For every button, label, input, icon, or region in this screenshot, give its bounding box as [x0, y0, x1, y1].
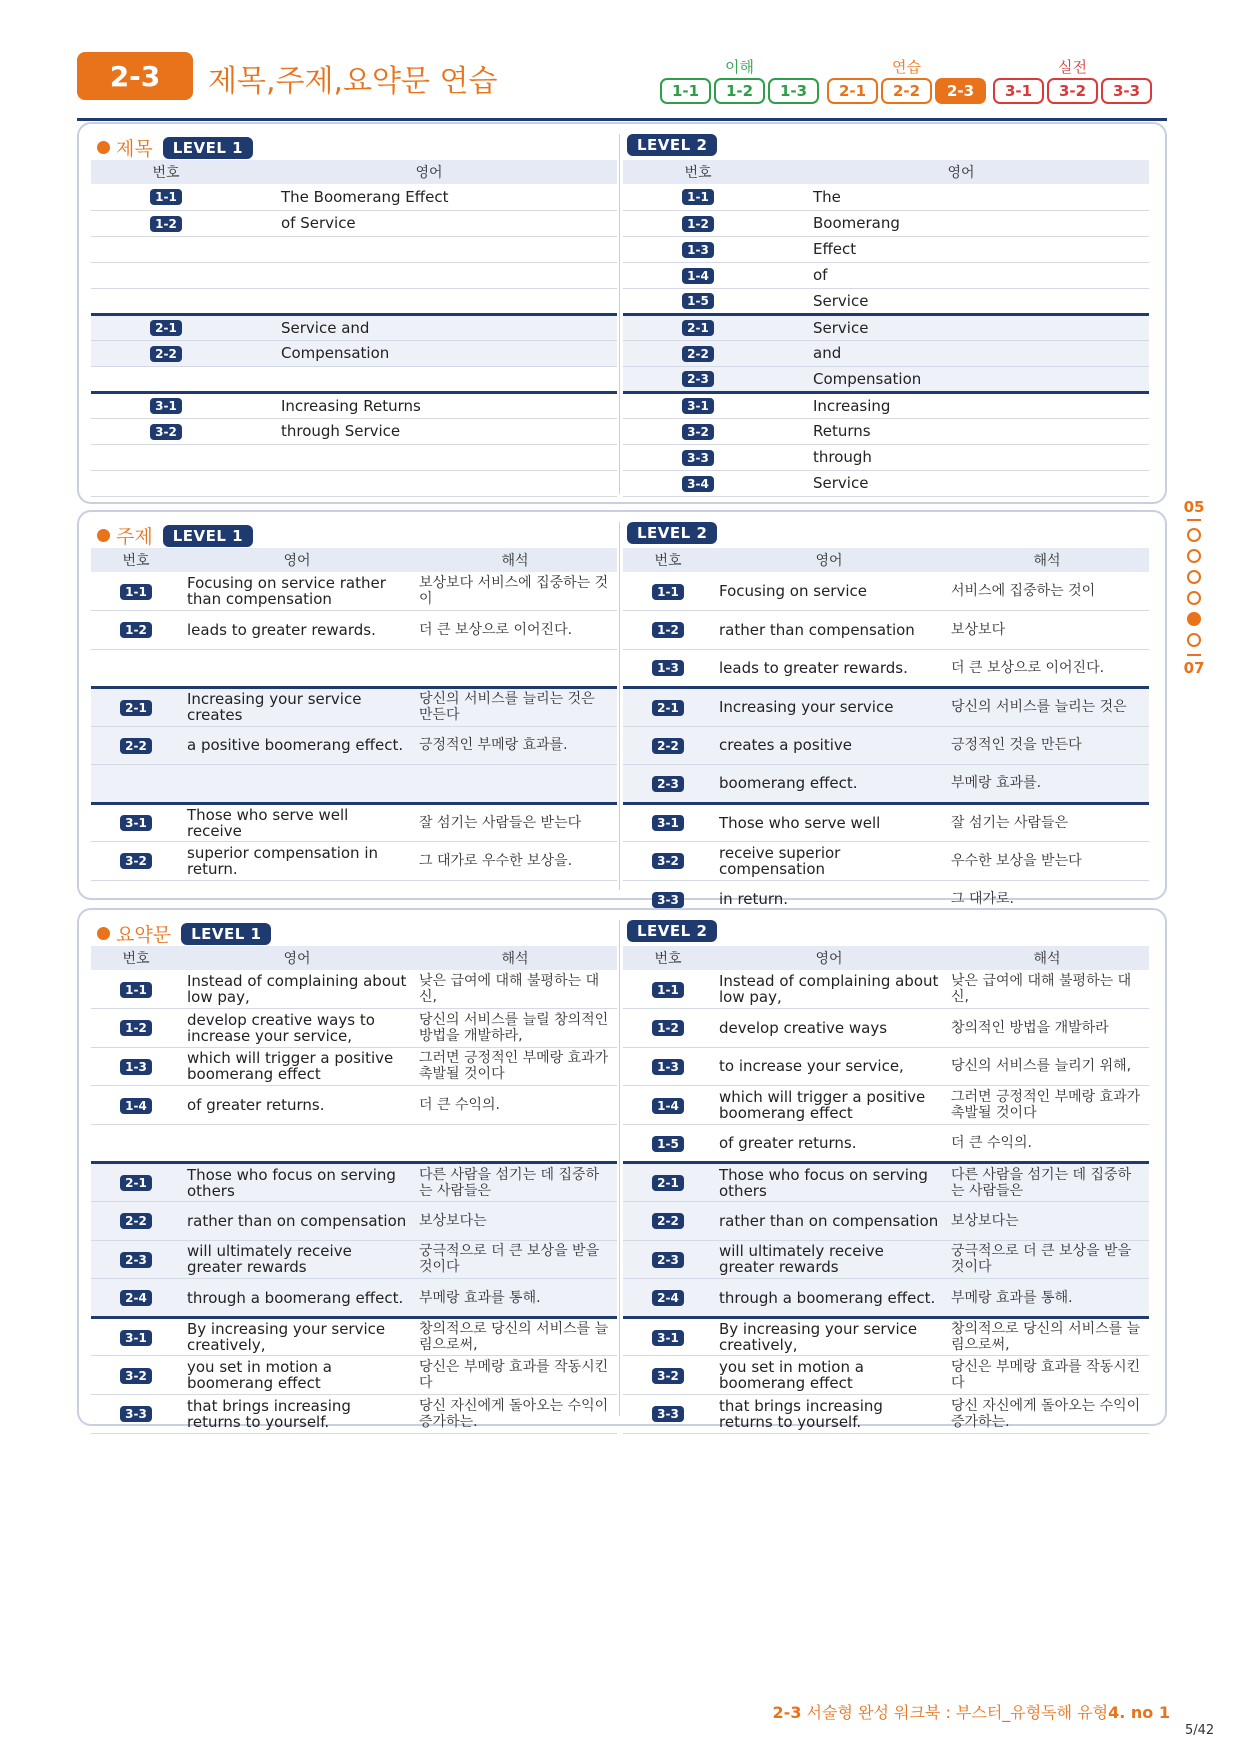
row-english: to increase your service,: [713, 1047, 945, 1086]
row-english: will ultimately receive greater rewards: [181, 1240, 413, 1279]
row-number: 3-1: [120, 1330, 152, 1346]
row-number: 1-1: [652, 584, 684, 600]
table-row: [91, 970, 617, 1009]
nav-button-3-3[interactable]: 3-3: [1101, 78, 1152, 104]
table-row: [91, 726, 617, 765]
row-english: Compensation: [773, 366, 1149, 392]
topic-section: [77, 510, 1167, 909]
row-number: 2-1: [652, 700, 684, 716]
side-nav-top: 05: [1183, 498, 1205, 516]
row-english: a positive boomerang effect.: [181, 726, 413, 765]
table-row: [623, 1279, 1149, 1318]
row-english: of Service: [241, 210, 617, 236]
table-row: [91, 1163, 617, 1202]
row-number: 2-3: [652, 776, 684, 792]
table-row: [623, 288, 1149, 314]
row-number: 3-2: [652, 853, 684, 869]
col-header-ko: 해석: [945, 946, 1149, 970]
table-row: [91, 1240, 617, 1279]
row-korean: [413, 649, 617, 688]
row-number: 1-4: [652, 1098, 684, 1114]
col-header-num: 번호: [91, 946, 181, 970]
row-english: rather than on compensation: [713, 1202, 945, 1241]
table-row: [623, 210, 1149, 236]
bullet-icon: [97, 529, 110, 542]
row-number: 3-3: [120, 1406, 152, 1422]
table-row: [623, 1395, 1149, 1434]
table-row: [623, 611, 1149, 650]
table-row: [623, 1086, 1149, 1125]
table-row: [623, 314, 1149, 340]
row-number: 3-3: [652, 892, 684, 908]
row-korean: 당신의 서비스를 늘리는 것은: [945, 688, 1149, 727]
nav-group-2: [993, 56, 1152, 104]
row-number: 2-4: [652, 1290, 684, 1306]
row-english: in return.: [713, 880, 945, 919]
row-number: 3-2: [120, 1368, 152, 1384]
col-header-ko: 해석: [413, 548, 617, 572]
row-english: [181, 649, 413, 688]
table-row: [91, 444, 617, 470]
level2-badge: LEVEL 2: [627, 134, 717, 156]
summary-section: [77, 908, 1167, 1431]
row-english: through a boomerang effect.: [181, 1279, 413, 1318]
table-row: [623, 688, 1149, 727]
nav-button-1-2[interactable]: 1-2: [714, 78, 765, 104]
table-row: [623, 418, 1149, 444]
row-korean: 잘 섬기는 사람들은: [945, 803, 1149, 842]
row-korean: 긍정적인 것을 만든다: [945, 726, 1149, 765]
row-number: 1-2: [120, 622, 152, 638]
nav-group-label: 이해: [725, 58, 754, 76]
row-korean: 당신의 서비스를 늘릴 창의적인 방법을 개발하라,: [413, 1009, 617, 1048]
row-number: 1-1: [652, 982, 684, 998]
row-number: 2-3: [682, 371, 714, 387]
side-nav-dot[interactable]: [1187, 570, 1201, 584]
row-english: Increasing Returns: [241, 392, 617, 418]
row-korean: 보상보다 서비스에 집중하는 것이: [413, 572, 617, 611]
row-korean: 다른 사람을 섬기는 데 집중하는 사람들은: [413, 1163, 617, 1202]
table-row: [91, 842, 617, 881]
row-number: 3-2: [652, 1368, 684, 1384]
bullet-icon: [97, 141, 110, 154]
row-korean: 보상보다: [945, 611, 1149, 650]
table-l1: [91, 160, 617, 497]
row-english: [241, 236, 617, 262]
table-row: [91, 340, 617, 366]
row-number: 2-2: [120, 738, 152, 754]
col-header-eng: 영어: [773, 160, 1149, 184]
col-header-num: 번호: [91, 160, 241, 184]
table-l2: [623, 946, 1149, 1434]
row-english: of greater returns.: [713, 1124, 945, 1163]
table-row: [623, 803, 1149, 842]
row-number: 1-4: [682, 268, 714, 284]
row-english: [241, 444, 617, 470]
row-english: The Boomerang Effect: [241, 184, 617, 210]
row-english: that brings increasing returns to yourself.: [713, 1395, 945, 1434]
table-row: [91, 1202, 617, 1241]
table-row: [623, 842, 1149, 881]
table-row: [623, 392, 1149, 418]
row-english: Returns: [773, 418, 1149, 444]
table-row: [623, 1047, 1149, 1086]
row-korean: 당신 자신에게 돌아오는 수익이 증가하는.: [945, 1395, 1149, 1434]
row-number: 3-2: [682, 424, 714, 440]
row-english: Focusing on service rather than compensation: [181, 572, 413, 611]
row-english: that brings increasing returns to yourself.: [181, 1395, 413, 1434]
side-nav-dot[interactable]: [1187, 591, 1201, 605]
table-row: [91, 184, 617, 210]
page-header: [77, 52, 1167, 120]
side-nav-bottom: 07: [1183, 659, 1205, 677]
row-korean: 부메랑 효과를 통해.: [945, 1279, 1149, 1318]
row-english: Those who serve well receive: [181, 803, 413, 842]
row-english: superior compensation in return.: [181, 842, 413, 881]
row-number: 1-1: [120, 584, 152, 600]
table-row: [623, 1009, 1149, 1048]
row-english: Service and: [241, 314, 617, 340]
level1-badge: LEVEL 1: [163, 525, 253, 547]
row-english: [241, 288, 617, 314]
row-number: 1-1: [150, 189, 182, 205]
col-header-num: 번호: [623, 160, 773, 184]
table-row: [623, 649, 1149, 688]
nav-button-1-3[interactable]: 1-3: [768, 78, 819, 104]
row-number: 1-1: [682, 189, 714, 205]
row-korean: 보상보다는: [945, 1202, 1149, 1241]
row-korean: 서비스에 집중하는 것이: [945, 572, 1149, 611]
table-row: [623, 236, 1149, 262]
row-english: creates a positive: [713, 726, 945, 765]
col-header-eng: 영어: [181, 548, 413, 572]
row-english: [241, 262, 617, 288]
row-korean: 창의적으로 당신의 서비스를 늘림으로써,: [945, 1317, 1149, 1356]
table-row: [623, 726, 1149, 765]
title-section: [77, 122, 1167, 504]
row-korean: 당신은 부메랑 효과를 작동시킨다: [945, 1356, 1149, 1395]
row-english: rather than on compensation: [181, 1202, 413, 1241]
row-korean: 보상보다는: [413, 1202, 617, 1241]
nav-group-0: [660, 56, 819, 104]
row-number: 3-1: [120, 815, 152, 831]
row-english: through a boomerang effect.: [713, 1279, 945, 1318]
col-header-ko: 해석: [413, 946, 617, 970]
row-number: 3-1: [652, 1330, 684, 1346]
row-number: 3-2: [120, 853, 152, 869]
section-header: [97, 920, 271, 947]
row-number: 2-2: [652, 1213, 684, 1229]
row-english: [241, 366, 617, 392]
row-english: receive superior compensation: [713, 842, 945, 881]
nav-button-3-1[interactable]: 3-1: [993, 78, 1044, 104]
side-nav-dot[interactable]: [1187, 633, 1201, 647]
row-number: 1-1: [120, 982, 152, 998]
section-header: [97, 522, 253, 549]
row-english: Service: [773, 314, 1149, 340]
section-title: 제목: [116, 138, 153, 160]
table-row: [91, 1317, 617, 1356]
row-korean: 당신 자신에게 돌아오는 수익이 증가하는.: [413, 1395, 617, 1434]
row-number: 1-2: [652, 622, 684, 638]
row-english: will ultimately receive greater rewards: [713, 1240, 945, 1279]
row-korean: 더 큰 수익의.: [413, 1086, 617, 1125]
row-korean: 그 대가로 우수한 보상을.: [413, 842, 617, 881]
table-row: [623, 184, 1149, 210]
row-number: 1-2: [652, 1020, 684, 1036]
col-header-eng: 영어: [713, 946, 945, 970]
header-rule: [77, 118, 1167, 121]
row-english: By increasing your service creatively,: [713, 1317, 945, 1356]
side-nav: [1182, 498, 1206, 677]
table-row: [623, 1240, 1149, 1279]
row-number: 1-2: [120, 1020, 152, 1036]
nav-group-label: 실전: [1058, 58, 1087, 76]
row-number: 2-1: [682, 320, 714, 336]
table-row: [91, 366, 617, 392]
section-header-l2: [627, 522, 717, 544]
row-korean: 당신의 서비스를 늘리는 것은 만든다: [413, 688, 617, 727]
row-english: Boomerang: [773, 210, 1149, 236]
footer: 2-3 서술형 완성 워크북 : 부스터_유형독해 유형4. no 1: [772, 1703, 1170, 1722]
row-english: Effect: [773, 236, 1149, 262]
table-row: [91, 470, 617, 496]
row-korean: 낮은 급여에 대해 불평하는 대신,: [945, 970, 1149, 1009]
table-row: [623, 444, 1149, 470]
row-number: 1-3: [652, 660, 684, 676]
col-header-num: 번호: [91, 548, 181, 572]
nav-button-3-2[interactable]: 3-2: [1047, 78, 1098, 104]
table-row: [623, 572, 1149, 611]
row-english: develop creative ways to increase your service,: [181, 1009, 413, 1048]
col-header-num: 번호: [623, 548, 713, 572]
row-english: Instead of complaining about low pay,: [181, 970, 413, 1009]
row-number: 2-3: [652, 1252, 684, 1268]
level2-badge: LEVEL 2: [627, 920, 717, 942]
table-row: [91, 572, 617, 611]
row-english: Increasing your service: [713, 688, 945, 727]
row-english: of greater returns.: [181, 1086, 413, 1125]
nav-button-1-1[interactable]: 1-1: [660, 78, 711, 104]
row-english: Compensation: [241, 340, 617, 366]
table-row: [623, 1124, 1149, 1163]
row-english: leads to greater rewards.: [181, 611, 413, 650]
col-header-eng: 영어: [241, 160, 617, 184]
row-korean: 당신은 부메랑 효과를 작동시킨다: [413, 1356, 617, 1395]
row-english: The: [773, 184, 1149, 210]
row-korean: 그 대가로.: [945, 880, 1149, 919]
row-english: of: [773, 262, 1149, 288]
row-english: you set in motion a boomerang effect: [181, 1356, 413, 1395]
row-english: develop creative ways: [713, 1009, 945, 1048]
row-korean: 더 큰 수익의.: [945, 1124, 1149, 1163]
table-l2: [623, 160, 1149, 497]
table-row: [623, 1163, 1149, 1202]
table-row: [91, 210, 617, 236]
row-english: Service: [773, 470, 1149, 496]
row-number: 2-2: [652, 738, 684, 754]
nav-group-label: 연습: [892, 58, 921, 76]
row-number: 1-5: [682, 293, 714, 309]
row-korean: 궁극적으로 더 큰 보상을 받을 것이다: [413, 1240, 617, 1279]
row-number: 1-5: [652, 1136, 684, 1152]
page-number: 5/42: [1185, 1723, 1215, 1738]
row-korean: 긍정적인 부메랑 효과를.: [413, 726, 617, 765]
row-number: 2-2: [682, 346, 714, 362]
section-header: [97, 134, 253, 161]
table-row: [91, 765, 617, 804]
nav-button-2-2[interactable]: 2-2: [881, 78, 932, 104]
row-english: [181, 765, 413, 804]
row-english: leads to greater rewards.: [713, 649, 945, 688]
row-english: and: [773, 340, 1149, 366]
row-korean: 창의적인 방법을 개발하라: [945, 1009, 1149, 1048]
table-row: [623, 470, 1149, 496]
nav-button-2-1[interactable]: 2-1: [827, 78, 878, 104]
table-row: [91, 1009, 617, 1048]
table-row: [91, 1124, 617, 1163]
row-english: Increasing your service creates: [181, 688, 413, 727]
row-number: 1-3: [682, 242, 714, 258]
row-number: 3-2: [150, 424, 182, 440]
table-row: [91, 1279, 617, 1318]
table-row: [623, 1317, 1149, 1356]
table-row: [91, 649, 617, 688]
col-header-eng: 영어: [181, 946, 413, 970]
row-korean: [413, 1124, 617, 1163]
row-number: 3-4: [682, 476, 714, 492]
table-row: [91, 262, 617, 288]
side-nav-dot[interactable]: [1187, 612, 1201, 626]
section-header-l2: [627, 920, 717, 942]
side-nav-dot[interactable]: [1187, 549, 1201, 563]
table-l1: [91, 946, 617, 1434]
level2-badge: LEVEL 2: [627, 522, 717, 544]
page-title: 제목,주제,요약문 연습: [208, 64, 498, 99]
row-korean: 다른 사람을 섬기는 데 집중하는 사람들은: [945, 1163, 1149, 1202]
table-row: [623, 970, 1149, 1009]
row-number: 1-4: [120, 1098, 152, 1114]
row-korean: 그러면 긍정적인 부메랑 효과가 촉발될 것이다: [945, 1086, 1149, 1125]
row-korean: [413, 765, 617, 804]
level1-badge: LEVEL 1: [163, 137, 253, 159]
nav-group-1: [827, 56, 986, 104]
row-korean: 궁극적으로 더 큰 보상을 받을 것이다: [945, 1240, 1149, 1279]
row-english: Those who focus on serving others: [181, 1163, 413, 1202]
row-english: rather than compensation: [713, 611, 945, 650]
row-korean: 우수한 보상을 받는다: [945, 842, 1149, 881]
row-korean: 부메랑 효과를 통해.: [413, 1279, 617, 1318]
row-number: 3-1: [652, 815, 684, 831]
row-number: 2-1: [120, 700, 152, 716]
row-english: Those who serve well: [713, 803, 945, 842]
table-row: [623, 340, 1149, 366]
section-title: 요약문: [116, 924, 172, 946]
row-number: 2-1: [150, 320, 182, 336]
table-row: [91, 1356, 617, 1395]
table-row: [91, 236, 617, 262]
row-korean: 낮은 급여에 대해 불평하는 대신,: [413, 970, 617, 1009]
table-row: [91, 803, 617, 842]
row-english: [241, 470, 617, 496]
row-number: 3-1: [682, 398, 714, 414]
table-l1: [91, 548, 617, 919]
row-english: Instead of complaining about low pay,: [713, 970, 945, 1009]
row-english: Service: [773, 288, 1149, 314]
row-number: 2-1: [652, 1175, 684, 1191]
row-english: Those who focus on serving others: [713, 1163, 945, 1202]
table-row: [91, 418, 617, 444]
table-row: [91, 688, 617, 727]
row-number: 3-3: [652, 1406, 684, 1422]
nav-button-2-3[interactable]: 2-3: [935, 78, 986, 104]
row-korean: 부메랑 효과를.: [945, 765, 1149, 804]
row-number: 2-3: [120, 1252, 152, 1268]
level1-badge: LEVEL 1: [181, 923, 271, 945]
section-header-l2: [627, 134, 717, 156]
row-korean: 더 큰 보상으로 이어진다.: [945, 649, 1149, 688]
row-english: through Service: [241, 418, 617, 444]
row-english: Increasing: [773, 392, 1149, 418]
col-header-ko: 해석: [945, 548, 1149, 572]
bullet-icon: [97, 927, 110, 940]
row-number: 3-1: [150, 398, 182, 414]
table-row: [91, 288, 617, 314]
row-number: 1-2: [682, 216, 714, 232]
table-row: [91, 611, 617, 650]
table-row: [91, 1395, 617, 1434]
row-english: which will trigger a positive boomerang effect: [181, 1047, 413, 1086]
table-row: [91, 392, 617, 418]
row-english: By increasing your service creatively,: [181, 1317, 413, 1356]
table-l2: [623, 548, 1149, 919]
table-row: [623, 1356, 1149, 1395]
row-number: 1-2: [150, 216, 182, 232]
row-korean: 잘 섬기는 사람들은 받는다: [413, 803, 617, 842]
side-nav-dot[interactable]: [1187, 528, 1201, 542]
row-korean: 당신의 서비스를 늘리기 위해,: [945, 1047, 1149, 1086]
row-english: boomerang effect.: [713, 765, 945, 804]
row-korean: 창의적으로 당신의 서비스를 늘림으로써,: [413, 1317, 617, 1356]
row-number: 3-3: [682, 450, 714, 466]
row-number: 1-3: [120, 1059, 152, 1075]
col-header-num: 번호: [623, 946, 713, 970]
table-row: [623, 1202, 1149, 1241]
row-english: which will trigger a positive boomerang effect: [713, 1086, 945, 1125]
row-number: 2-2: [150, 346, 182, 362]
table-row: [623, 262, 1149, 288]
row-number: 2-1: [120, 1175, 152, 1191]
row-korean: 그러면 긍정적인 부메랑 효과가 촉발될 것이다: [413, 1047, 617, 1086]
row-number: 1-3: [652, 1059, 684, 1075]
row-korean: 더 큰 보상으로 이어진다.: [413, 611, 617, 650]
section-badge: 2-3: [77, 52, 193, 100]
table-row: [91, 1086, 617, 1125]
row-english: Focusing on service: [713, 572, 945, 611]
table-row: [623, 366, 1149, 392]
table-row: [91, 314, 617, 340]
row-number: 2-4: [120, 1290, 152, 1306]
row-number: 2-2: [120, 1213, 152, 1229]
col-header-eng: 영어: [713, 548, 945, 572]
row-english: [181, 1124, 413, 1163]
row-english: you set in motion a boomerang effect: [713, 1356, 945, 1395]
section-title: 주제: [116, 526, 153, 548]
table-row: [623, 765, 1149, 804]
row-english: through: [773, 444, 1149, 470]
table-row: [91, 1047, 617, 1086]
